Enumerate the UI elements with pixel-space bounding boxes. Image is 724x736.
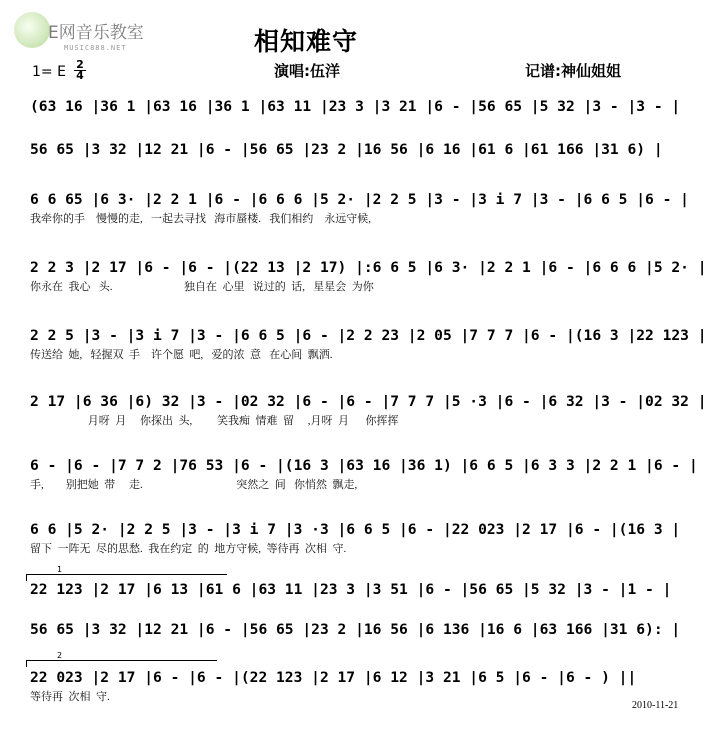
volta-number: 2 (57, 651, 63, 660)
notes: 2 2 5 |3 - |3 i 7 |3 - |6 6 5 |6 - |2 2 23 |2 05 |7 7 7 |6 - |(16 3 |22 123 | (30, 327, 707, 344)
notes: (63 16 |36 1 |63 16 |36 1 |63 11 |23 3 |3 21 |6 - |56 65 |5 32 |3 - |3 - | (30, 98, 681, 115)
lyrics: 留下 一阵无 尽的思愁. 我在约定 的 地方守候, 等待再 次相 守. (30, 543, 347, 555)
site-logo (6, 10, 166, 58)
singer-credit: 演唱:伍洋 (274, 62, 340, 80)
logo-brand: E网音乐教室 (48, 23, 144, 43)
score-line (30, 580, 698, 602)
lyrics: 月呀 月 你探出 头, 笑我痴 情难 留 ,月呀 月 你挥挥 (30, 415, 399, 427)
lyrics: 手, 别把她 带 走. 突然之 间 你悄然 飘走, (30, 479, 358, 491)
time-signature (74, 60, 86, 81)
time-sig-bottom: 4 (74, 70, 86, 81)
score-line (30, 190, 698, 226)
volta-number: 1 (57, 565, 63, 574)
notes: 22 123 |2 17 |6 13 |61 6 |63 11 |23 3 |3 51 |6 - |56 65 |5 32 |3 - |1 - | (30, 581, 672, 598)
notes: 6 - |6 - |7 7 2 |76 53 |6 - |(16 3 |63 16 |36 1) |6 6 5 |6 3 3 |2 2 1 |6 - | (30, 457, 698, 474)
score-line (30, 326, 707, 362)
logo-emblem-icon (14, 12, 50, 48)
second-ending-bracket (26, 651, 217, 667)
notes: 6 6 |5 2· |2 2 5 |3 - |3 i 7 |3 ·3 |6 6 5 |6 - |22 023 |2 17 |6 - |(16 3 | (30, 521, 681, 538)
score-line (30, 668, 698, 704)
score-line (30, 620, 698, 642)
score-line (30, 392, 707, 428)
score-line (30, 140, 698, 162)
notes: 56 65 |3 32 |12 21 |6 - |56 65 |23 2 |16 56 |6 16 |61 6 |61 166 |31 6) | (30, 141, 663, 158)
score-line (30, 258, 707, 294)
notes: 2 2 3 |2 17 |6 - |6 - |(22 13 |2 17) |:6 6 5 |6 3· |2 2 1 |6 - |6 6 6 |5 2· | (30, 259, 707, 276)
lyrics: 你永在 我心 头. 独自在 心里 说过的 话, 星星会 为你 (30, 281, 374, 293)
notes: 6 6 65 |6 3· |2 2 1 |6 - |6 6 6 |5 2· |2 2 5 |3 - |3 i 7 |3 - |6 6 5 |6 - | (30, 191, 689, 208)
time-sig-top: 2 (76, 58, 84, 71)
notator-credit: 记谱:神仙姐姐 (525, 62, 621, 80)
song-title: 相知难守 (254, 27, 359, 56)
key-signature: 1= E (32, 64, 66, 80)
lyrics: 传送给 她, 轻握双 手 许个愿 吧, 爱的浓 意 在心间 飘洒. (30, 349, 333, 361)
notes: 22 023 |2 17 |6 - |6 - |(22 123 |2 17 |6 12 |3 21 |6 5 |6 - |6 - ) || (30, 669, 637, 686)
notes: 2 17 |6 36 |6) 32 |3 - |02 32 |6 - |6 - |7 7 7 |5 ·3 |6 - |6 32 |3 - |02 32 | (30, 393, 707, 410)
logo-url: MUSIC888.NET (64, 44, 127, 52)
score-line (30, 520, 698, 556)
notes: 56 65 |3 32 |12 21 |6 - |56 65 |23 2 |16 56 |6 136 |16 6 |63 166 |31 6): | (30, 621, 681, 638)
score-line (30, 97, 698, 119)
lyrics: 我牵你的手 慢慢的走, 一起去寻找 海市蜃楼. 我们相约 永远守候, (30, 213, 371, 225)
lyrics: 等待再 次相 守. (30, 691, 110, 703)
score-line (30, 456, 698, 492)
score-date: 2010-11-21 (632, 700, 679, 711)
